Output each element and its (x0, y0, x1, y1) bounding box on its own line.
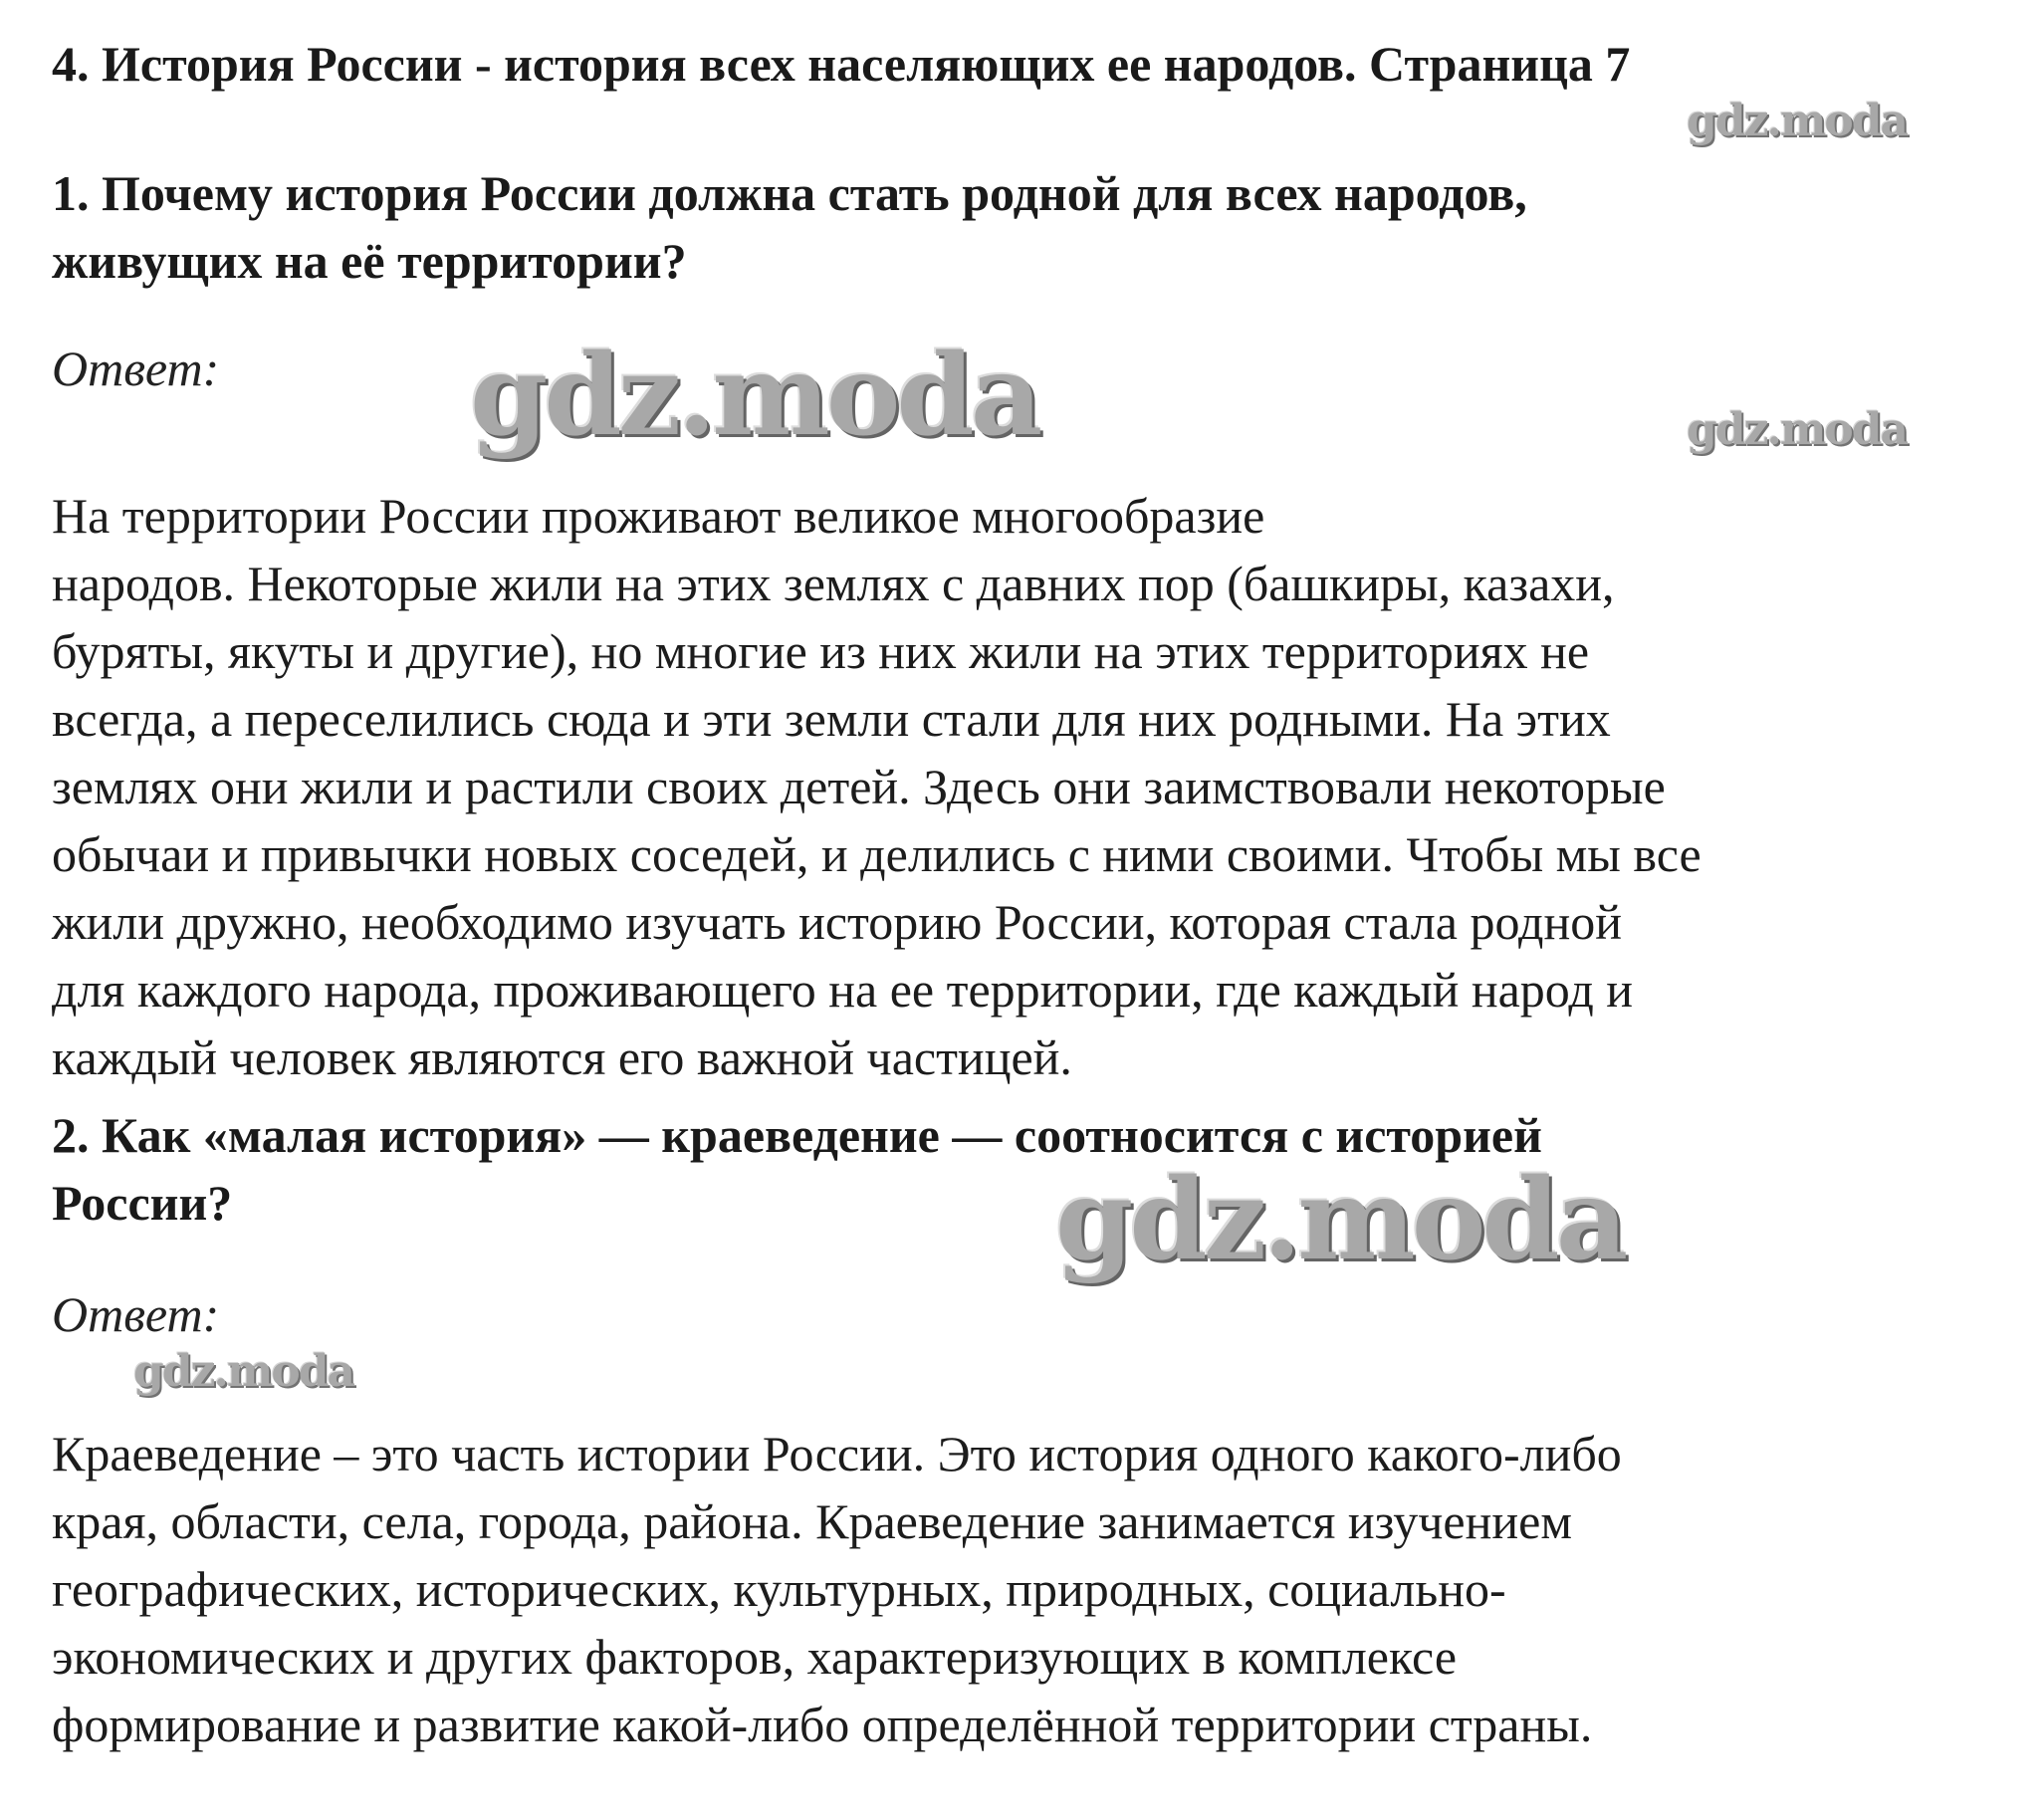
question-1 (52, 159, 1527, 295)
answer-1-text (52, 482, 1702, 1091)
answer-1-line: буряты, якуты и другие), но многие из них жили на этих территориях не (52, 623, 1590, 679)
answer-1-line: жили дружно, необходимо изучать историю России, которая стала родной (52, 894, 1622, 950)
answer-1-line: для каждого народа, проживающего на ее территории, где каждый народ и (52, 962, 1634, 1018)
watermark: gdz.moda (133, 1346, 354, 1397)
watermark: gdz.moda (1055, 1155, 1625, 1285)
answer-1-line: всегда, а переселились сюда и эти земли стали для них родными. На этих (52, 691, 1611, 747)
answer-1-line: каждый человек являются его важной частицей. (52, 1029, 1072, 1085)
watermark: gdz.moda (1687, 96, 1908, 146)
question-2-line-1: 2. Как «малая история» — краеведение — соотносится с историей (52, 1107, 1542, 1163)
watermark: gdz.moda (470, 331, 1039, 461)
answer-1-line: обычаи и привычки новых соседей, и делились с ними своими. Чтобы мы все (52, 826, 1702, 882)
answer-2-line: экономических и других факторов, характеризующих в комплексе (52, 1629, 1458, 1685)
answer-1-label: Ответ: (52, 341, 220, 396)
page-title: 4. История России - история всех населяющих ее народов. Страница 7 (52, 36, 1631, 92)
answer-2-line: географических, исторических, культурных, природных, социально- (52, 1561, 1506, 1617)
answer-2-line: Краеведение – это часть истории России. Это история одного какого-либо (52, 1426, 1622, 1481)
question-2 (52, 1101, 1542, 1237)
answer-1-line: народов. Некоторые жили на этих землях с давних пор (башкиры, казахи, (52, 556, 1615, 611)
watermark: gdz.moda (1687, 404, 1908, 455)
question-1-line-2: живущих на её территории? (52, 233, 687, 289)
answer-1-line: На территории России проживают великое многообразие (52, 488, 1265, 544)
answer-2-label: Ответ: (52, 1286, 220, 1342)
answer-2-line: формирование и развитие какой-либо определённой территории страны. (52, 1697, 1593, 1752)
question-2-line-2: России? (52, 1175, 233, 1231)
answer-2-line: края, области, села, города, района. Краеведение занимается изучением (52, 1493, 1572, 1549)
answer-1-line: землях они жили и растили своих детей. Здесь они заимствовали некоторые (52, 759, 1666, 814)
answer-2-text (52, 1420, 1622, 1758)
question-1-line-1: 1. Почему история России должна стать родной для всех народов, (52, 165, 1527, 221)
